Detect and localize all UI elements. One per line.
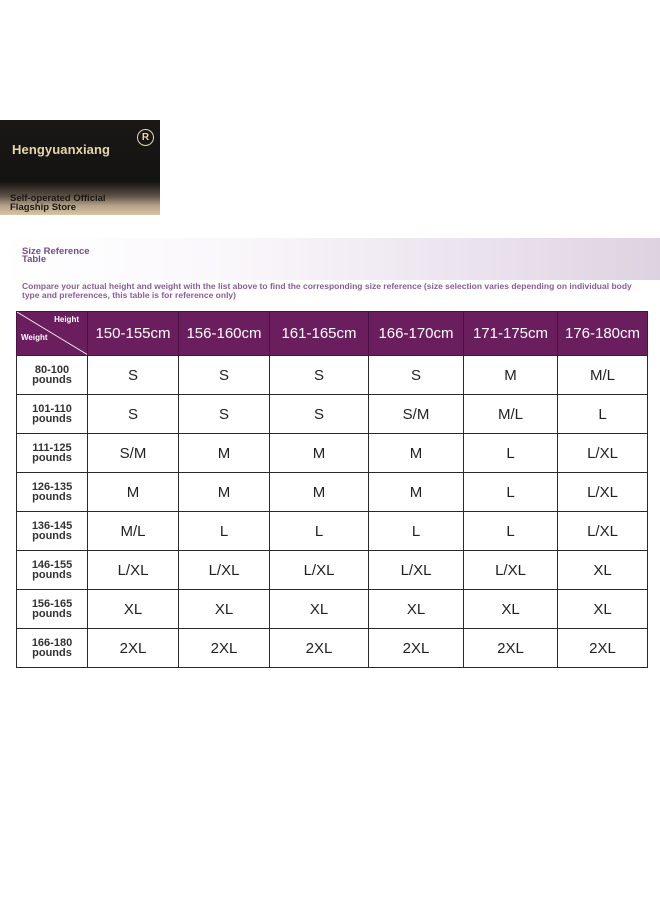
size-cell: 2XL bbox=[179, 629, 270, 668]
brand-tagline-line1: Self-operated Official bbox=[10, 193, 106, 204]
table-row bbox=[17, 629, 648, 668]
corner-weight-label: Weight bbox=[21, 333, 48, 342]
table-row bbox=[17, 434, 648, 473]
height-header-cell: 161-165cm bbox=[270, 312, 369, 356]
size-cell: M bbox=[179, 434, 270, 473]
size-cell: L/XL bbox=[558, 434, 648, 473]
section-title: Size Reference Table bbox=[22, 246, 90, 265]
weight-row-header: 111-125 pounds bbox=[17, 434, 88, 473]
corner-height-label: Height bbox=[54, 315, 79, 324]
size-cell: L bbox=[369, 512, 464, 551]
size-cell: M bbox=[369, 434, 464, 473]
size-cell: S bbox=[270, 395, 369, 434]
height-header-cell: 150-155cm bbox=[88, 312, 179, 356]
table-row bbox=[17, 395, 648, 434]
registered-trademark-icon: R bbox=[137, 129, 154, 146]
size-cell: L/XL bbox=[464, 551, 558, 590]
size-cell: M/L bbox=[464, 395, 558, 434]
size-cell: XL bbox=[464, 590, 558, 629]
size-cell: M bbox=[464, 356, 558, 395]
brand-tagline-line2: Flagship Store bbox=[10, 202, 76, 213]
size-cell: S bbox=[369, 356, 464, 395]
table-row bbox=[17, 356, 648, 395]
weight-row-header: 136-145 pounds bbox=[17, 512, 88, 551]
size-cell: XL bbox=[558, 551, 648, 590]
header-row bbox=[17, 312, 648, 356]
weight-row-header: 156-165 pounds bbox=[17, 590, 88, 629]
size-cell: M bbox=[369, 473, 464, 512]
size-cell: 2XL bbox=[369, 629, 464, 668]
reference-note: Compare your actual height and weight with the list above to find the corresponding size reference (size selection varies depending on individual body type and preferences, this table is for reference only) bbox=[22, 281, 632, 300]
brand-tagline bbox=[10, 194, 106, 212]
size-cell: XL bbox=[88, 590, 179, 629]
table-row bbox=[17, 590, 648, 629]
size-cell: L/XL bbox=[558, 473, 648, 512]
size-cell: L bbox=[464, 434, 558, 473]
table-row bbox=[17, 473, 648, 512]
height-header-cell: 166-170cm bbox=[369, 312, 464, 356]
size-cell: XL bbox=[369, 590, 464, 629]
size-cell: M bbox=[270, 473, 369, 512]
size-cell: L/XL bbox=[369, 551, 464, 590]
size-cell: L bbox=[270, 512, 369, 551]
size-cell: S bbox=[88, 356, 179, 395]
size-cell: M bbox=[88, 473, 179, 512]
size-cell: S bbox=[270, 356, 369, 395]
size-cell: M/L bbox=[88, 512, 179, 551]
brand-name: Hengyuanxiang bbox=[12, 142, 111, 157]
size-cell: L/XL bbox=[179, 551, 270, 590]
size-cell: M bbox=[270, 434, 369, 473]
weight-row-header: 126-135 pounds bbox=[17, 473, 88, 512]
size-cell: 2XL bbox=[270, 629, 369, 668]
size-cell: S bbox=[179, 395, 270, 434]
size-cell: S/M bbox=[369, 395, 464, 434]
size-cell: S bbox=[179, 356, 270, 395]
size-cell: 2XL bbox=[464, 629, 558, 668]
size-cell: 2XL bbox=[88, 629, 179, 668]
brand-banner bbox=[0, 120, 160, 215]
height-header-cell: 171-175cm bbox=[464, 312, 558, 356]
size-cell: 2XL bbox=[558, 629, 648, 668]
size-cell: L/XL bbox=[558, 512, 648, 551]
size-cell: L bbox=[464, 512, 558, 551]
corner-header-cell bbox=[17, 312, 88, 356]
table-row bbox=[17, 551, 648, 590]
size-cell: M bbox=[179, 473, 270, 512]
table-body bbox=[17, 356, 648, 668]
weight-row-header: 101-110 pounds bbox=[17, 395, 88, 434]
size-cell: S bbox=[88, 395, 179, 434]
size-reference-table bbox=[16, 311, 648, 668]
weight-row-header: 166-180 pounds bbox=[17, 629, 88, 668]
size-cell: L bbox=[179, 512, 270, 551]
height-header-cell: 176-180cm bbox=[558, 312, 648, 356]
table-row bbox=[17, 512, 648, 551]
weight-row-header: 146-155 pounds bbox=[17, 551, 88, 590]
size-cell: L/XL bbox=[88, 551, 179, 590]
size-cell: M/L bbox=[558, 356, 648, 395]
weight-row-header: 80-100 pounds bbox=[17, 356, 88, 395]
size-cell: L bbox=[464, 473, 558, 512]
size-cell: L/XL bbox=[270, 551, 369, 590]
size-cell: XL bbox=[179, 590, 270, 629]
height-header-cell: 156-160cm bbox=[179, 312, 270, 356]
size-cell: L bbox=[558, 395, 648, 434]
size-cell: XL bbox=[558, 590, 648, 629]
size-cell: XL bbox=[270, 590, 369, 629]
size-cell: S/M bbox=[88, 434, 179, 473]
